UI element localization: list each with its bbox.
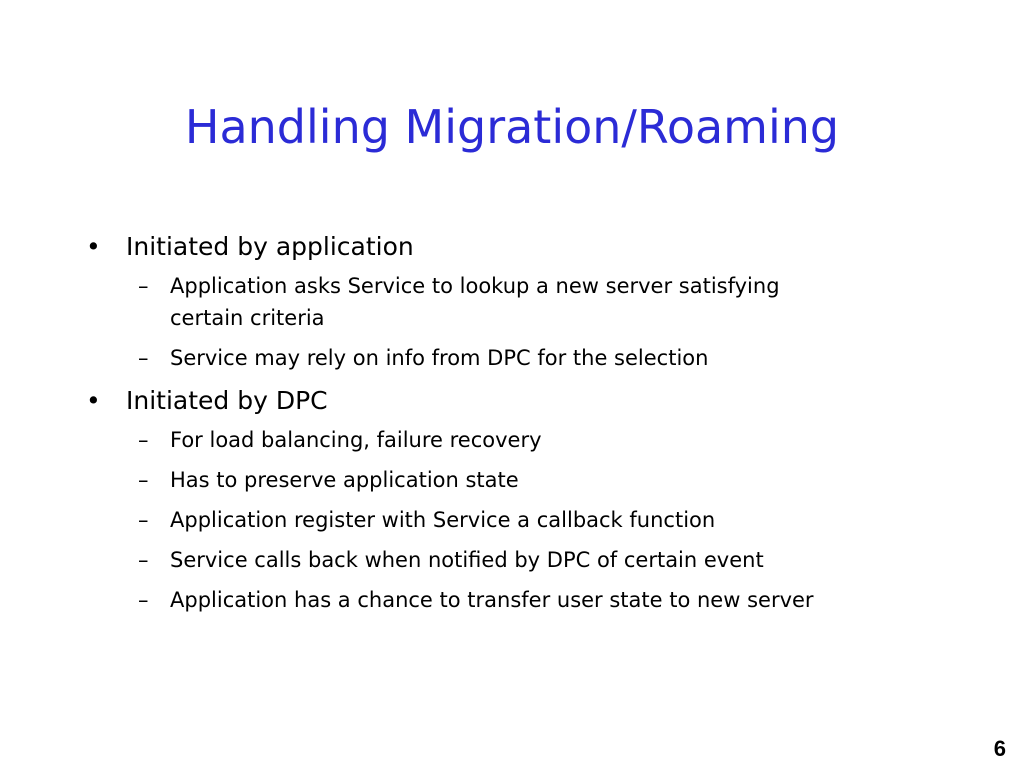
sub-bullet-item — [124, 504, 966, 536]
dash-icon: – — [138, 346, 149, 370]
sub-bullet-text: Application register with Service a callback function — [170, 508, 716, 532]
bullet-heading: Initiated by DPC — [126, 386, 328, 415]
sub-bullet-text: Has to preserve application state — [170, 468, 519, 492]
dash-icon: – — [138, 588, 149, 612]
sub-bullet-text: Application has a chance to transfer user state to new server — [170, 588, 814, 612]
bullet-icon: • — [86, 386, 101, 415]
dash-icon: – — [138, 508, 149, 532]
dash-icon: – — [138, 428, 149, 452]
sub-bullet-list — [126, 270, 966, 374]
sub-bullet-item — [124, 342, 966, 374]
sub-bullet-item — [124, 464, 966, 496]
sub-bullet-text: Service calls back when notified by DPC of certain event — [170, 548, 764, 572]
slide-title: Handling Migration/Roaming — [184, 100, 840, 154]
sub-bullet-item — [124, 424, 966, 456]
sub-bullet-item — [124, 270, 810, 334]
slide-content — [86, 228, 966, 624]
bullet-item-initiated-by-application — [86, 228, 966, 374]
dash-icon: – — [138, 548, 149, 572]
bullet-list — [86, 228, 966, 616]
page-number: 6 — [993, 736, 1006, 761]
sub-bullet-item — [124, 544, 966, 576]
bullet-item-initiated-by-dpc — [86, 382, 966, 616]
dash-icon: – — [138, 274, 149, 298]
sub-bullet-item — [124, 584, 930, 616]
dash-icon: – — [138, 468, 149, 492]
sub-bullet-list — [126, 424, 966, 616]
sub-bullet-text: For load balancing, failure recovery — [170, 428, 542, 452]
bullet-heading: Initiated by application — [126, 232, 414, 261]
bullet-icon: • — [86, 232, 101, 261]
sub-bullet-text: Application asks Service to lookup a new server satisfying certain criteria — [170, 274, 780, 330]
sub-bullet-text: Service may rely on info from DPC for the selection — [170, 346, 709, 370]
